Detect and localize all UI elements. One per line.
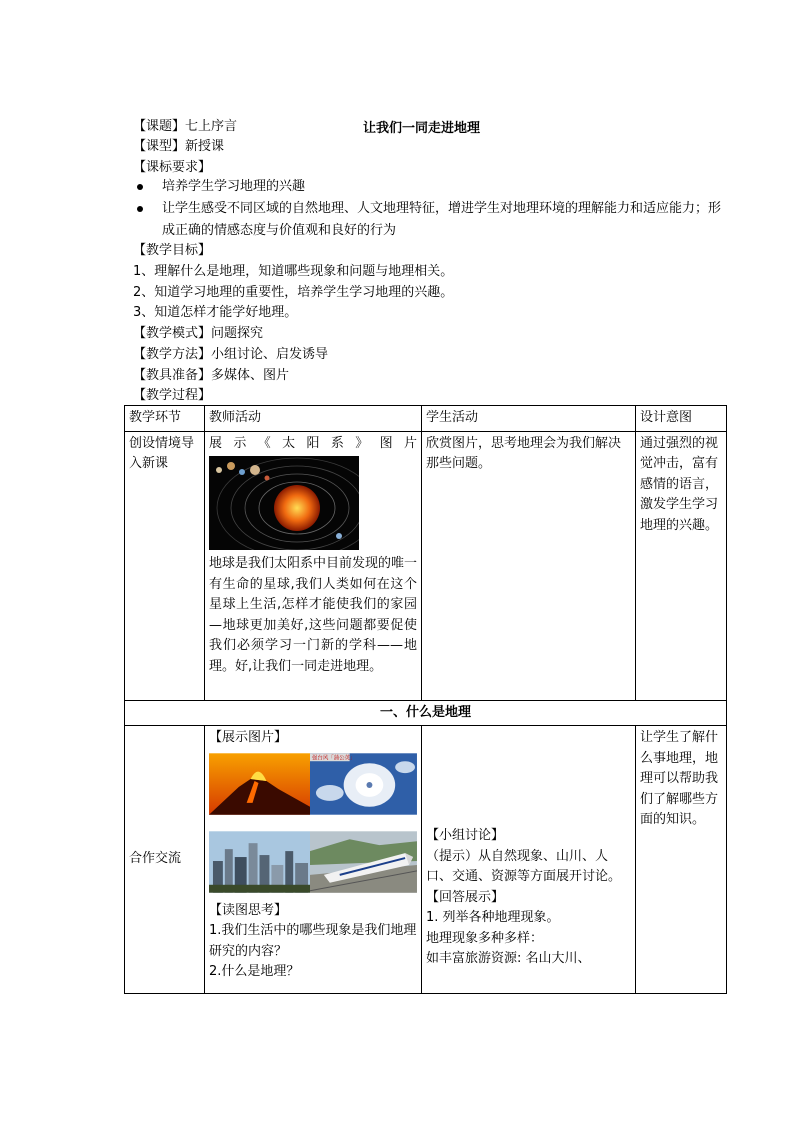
header-teacher: 教师活动: [205, 406, 422, 432]
teacher-cell: [205, 726, 422, 994]
student-answer-1: 1. 列举各种地理现象。: [426, 910, 560, 925]
teacher-question-2: 2.什么是地理？: [209, 964, 300, 979]
teacher-question-1: 1.我们生活中的哪些现象是我们地理研究的内容？: [209, 923, 417, 959]
typhoon-image: [310, 753, 417, 815]
goals-label: 【教学目标】: [133, 243, 212, 258]
stage-cell: 创设情境导入新课: [125, 431, 205, 700]
page-title: 让我们一同走进地理: [363, 121, 481, 136]
typhoon-banner: 强台风「蒲公英」: [312, 755, 356, 762]
process-table: [124, 405, 727, 994]
standard-item-2: 让学生感受不同区域的自然地理、人文地理特征，增进学生对地理环境的理解能力和适应能力；形成正确的情感态度与价值观和良好的行为: [162, 201, 722, 238]
goal-item-3: 3、知道怎样才能学好地理。: [133, 305, 298, 320]
volcano-image: [209, 753, 310, 815]
subject-label: 【课题】七上序言: [133, 119, 238, 134]
standards-label: 【课标要求】: [133, 160, 212, 175]
photo-row-1: [209, 753, 417, 815]
teaching-mode: 【教学模式】问题探究: [133, 326, 264, 341]
train-image: [310, 831, 417, 893]
teaching-tools: 【教具准备】多媒体、图片: [133, 368, 290, 383]
teacher-cell: [205, 431, 422, 700]
header-stage: 教学环节: [125, 406, 205, 432]
standard-item-1: 培养学生学习地理的兴趣: [162, 179, 306, 194]
goal-item-1: 1、理解什么是地理，知道哪些现象和问题与地理相关。: [133, 264, 454, 279]
bullet-icon: [137, 184, 143, 190]
student-answer-2: 地理现象多种多样：: [426, 930, 544, 946]
process-label: 【教学过程】: [133, 388, 212, 403]
stage-cell: 合作交流: [125, 726, 205, 994]
lesson-type: 【课型】新授课: [133, 139, 225, 154]
student-discuss: 【小组讨论】: [426, 828, 505, 843]
intent-cell: 让学生了解什么事地理，地理可以帮助我们了解哪些方面的知识。: [636, 726, 727, 994]
header-intent: 设计意图: [636, 406, 727, 432]
teacher-intro: 展示《太阳系》图片: [209, 435, 417, 451]
teacher-show: 【展示图片】: [209, 730, 288, 745]
table-row: [125, 726, 727, 994]
student-answer-3: 如丰富旅游资源: 名山大川、: [426, 951, 591, 966]
header-student: 学生活动: [422, 406, 636, 432]
table-header-row: [125, 406, 727, 432]
student-hint: （提示）从自然现象、山川、人口、交通、资源等方面展开讨论。: [426, 848, 622, 884]
intent-cell: 通过强烈的视觉冲击，富有感情的语言，激发学生学习地理的兴趣。: [636, 431, 727, 700]
solar-system-image: [209, 456, 359, 550]
section-row: [125, 700, 727, 726]
teacher-read: 【读图思考】: [209, 902, 288, 918]
section-title: 一、什么是地理: [125, 700, 727, 726]
student-cell: [422, 726, 636, 994]
city-image: [209, 831, 310, 893]
photo-row-2: [209, 831, 417, 893]
table-row: [125, 431, 727, 700]
bullet-icon: [137, 206, 143, 212]
teacher-text: 地球是我们太阳系中目前发现的唯一有生命的星球,我们人类如何在这个星球上生活,怎样才能使我们的家园—地球更加美好,这些问题都要促使我们必须学习一门新的学科——地理。好,让我们一同走进地理。: [209, 556, 418, 674]
student-cell: 欣赏图片，思考地理会为我们解决那些问题。: [422, 431, 636, 700]
student-answer: 【回答展示】: [426, 889, 505, 905]
goal-item-2: 2、知道学习地理的重要性，培养学生学习地理的兴趣。: [133, 285, 454, 300]
teaching-method: 【教学方法】小组讨论、启发诱导: [133, 347, 329, 362]
